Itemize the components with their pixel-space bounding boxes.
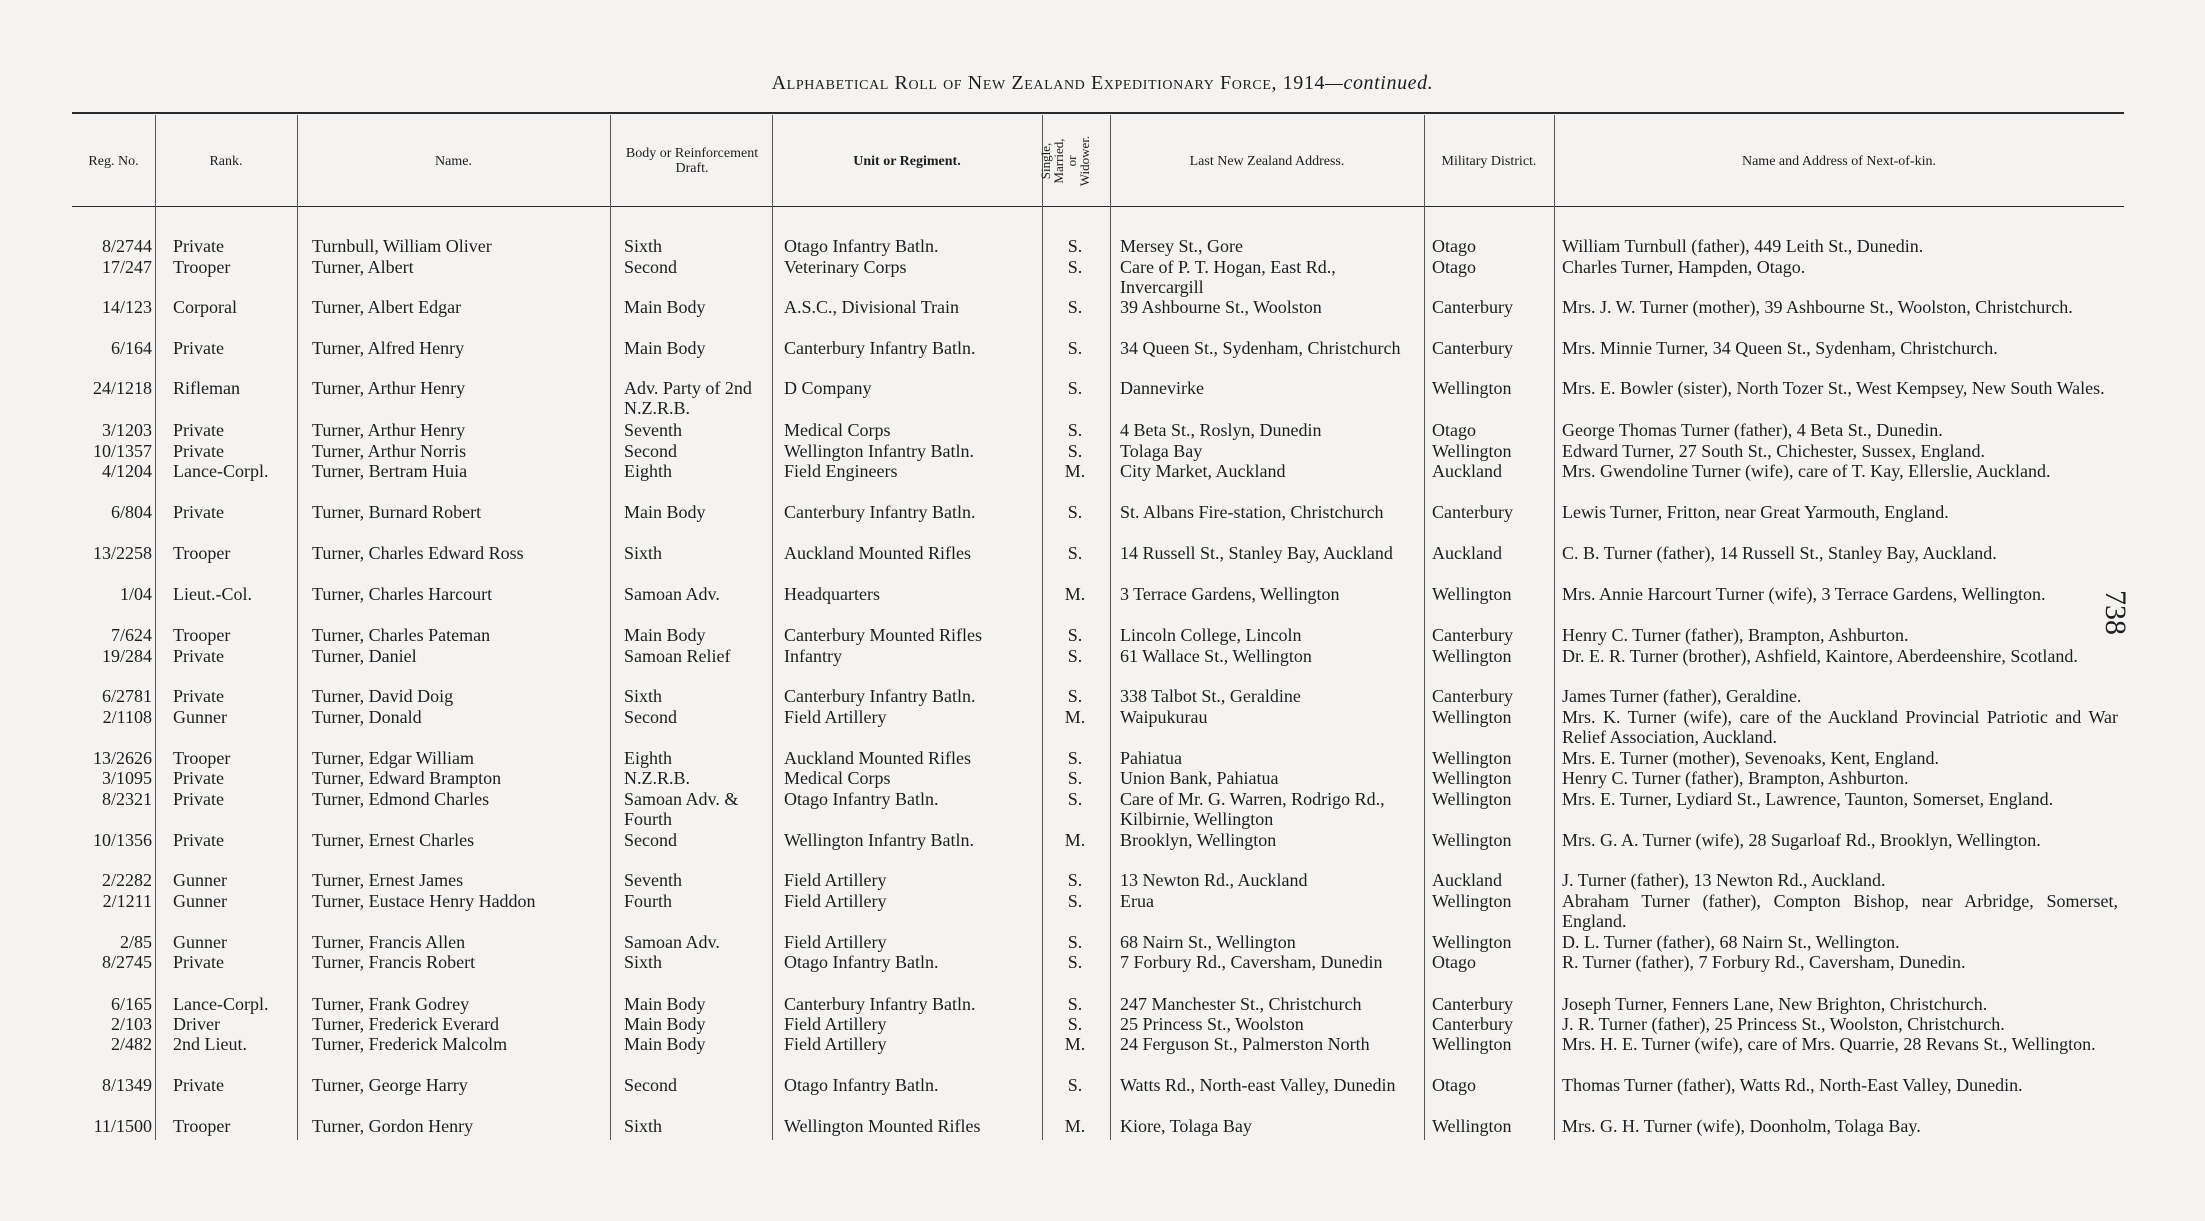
cell-name: Turner, Edward Brampton xyxy=(312,768,502,788)
cell-status: S. xyxy=(1067,994,1083,1014)
cell-address: Brooklyn, Wellington xyxy=(1120,830,1277,850)
cell-name: Turner, Arthur Norris xyxy=(312,441,467,461)
cell-body: Samoan Adv. & Fourth xyxy=(624,789,739,829)
cell-unit: Otago Infantry Batln. xyxy=(784,789,939,809)
page-title xyxy=(0,72,2205,95)
cell-district: Otago xyxy=(1432,1075,1476,1095)
cell-address: Pahiatua xyxy=(1120,748,1182,768)
cell-status: S. xyxy=(1067,502,1083,522)
cell-status: S. xyxy=(1067,1014,1083,1034)
cell-kin: Thomas Turner (father), Watts Rd., North-East Valley, Dunedin. xyxy=(1562,1075,2023,1095)
cell-rank: Driver xyxy=(173,1014,220,1034)
cell-name: Turner, Arthur Henry xyxy=(312,378,466,398)
table-top-rule xyxy=(72,112,2124,114)
cell-district: Otago xyxy=(1432,420,1476,440)
cell-body: Second xyxy=(624,830,677,850)
page-number: 738 xyxy=(2099,590,2132,635)
cell-reg: 17/247 xyxy=(101,257,152,277)
column-divider xyxy=(1554,115,1555,1140)
cell-body: N.Z.R.B. xyxy=(624,768,691,788)
header-district: Military District. xyxy=(1441,153,1537,169)
cell-rank: Private xyxy=(173,441,224,461)
cell-district: Canterbury xyxy=(1432,338,1513,358)
cell-body: Seventh xyxy=(624,420,682,440)
cell-name: Turner, Edmond Charles xyxy=(312,789,490,809)
cell-address: Tolaga Bay xyxy=(1120,441,1203,461)
cell-rank: Private xyxy=(173,686,224,706)
cell-unit: Field Artillery xyxy=(784,891,887,911)
header-address: Last New Zealand Address. xyxy=(1189,153,1345,169)
cell-kin: Mrs. H. E. Turner (wife), care of Mrs. Quarrie, 28 Revans St., Wellington. xyxy=(1562,1034,2096,1054)
cell-reg: 8/2745 xyxy=(101,952,152,972)
cell-reg: 6/2781 xyxy=(101,686,152,706)
cell-rank: Trooper xyxy=(173,625,231,645)
cell-body: Second xyxy=(624,707,677,727)
cell-body: Sixth xyxy=(624,686,663,706)
cell-unit: D Company xyxy=(784,378,872,398)
header-rank: Rank. xyxy=(209,153,243,169)
cell-rank: Trooper xyxy=(173,543,231,563)
cell-address: Union Bank, Pahiatua xyxy=(1120,768,1279,788)
cell-address: Care of P. T. Hogan, East Rd., Invercargill xyxy=(1120,257,1336,297)
title-continued: —continued. xyxy=(1325,72,1434,94)
cell-district: Canterbury xyxy=(1432,1014,1513,1034)
cell-name: Turner, Burnard Robert xyxy=(312,502,482,522)
cell-rank: Lance-Corpl. xyxy=(173,461,269,481)
cell-body: Main Body xyxy=(624,297,706,317)
cell-address: 338 Talbot St., Geraldine xyxy=(1120,686,1301,706)
cell-name: Turnbull, William Oliver xyxy=(312,236,492,256)
cell-kin: Mrs. K. Turner (wife), care of the Auckland Provincial Patriotic and War Relief Association, Auckland. xyxy=(1562,707,2118,747)
cell-address: St. Albans Fire-station, Christchurch xyxy=(1120,502,1384,522)
cell-body: Samoan Adv. xyxy=(624,932,720,952)
cell-unit: Medical Corps xyxy=(784,768,891,788)
column-divider xyxy=(772,115,773,1140)
cell-district: Wellington xyxy=(1432,1116,1512,1136)
cell-unit: A.S.C., Divisional Train xyxy=(784,297,960,317)
cell-district: Wellington xyxy=(1432,932,1512,952)
cell-kin: J. R. Turner (father), 25 Princess St., Woolston, Christchurch. xyxy=(1562,1014,2005,1034)
cell-name: Turner, Francis Robert xyxy=(312,952,476,972)
header-status-label: Single, Married, or Widower. xyxy=(1038,135,1093,187)
cell-reg: 8/1349 xyxy=(101,1075,152,1095)
cell-address: 14 Russell St., Stanley Bay, Auckland xyxy=(1120,543,1393,563)
cell-reg: 3/1203 xyxy=(101,420,152,440)
cell-rank: Trooper xyxy=(173,1116,231,1136)
cell-address: 13 Newton Rd., Auckland xyxy=(1120,870,1308,890)
cell-unit: Wellington Mounted Rifles xyxy=(784,1116,981,1136)
cell-unit: Field Engineers xyxy=(784,461,898,481)
cell-body: Second xyxy=(624,257,677,277)
cell-address: City Market, Auckland xyxy=(1120,461,1286,481)
cell-rank: Private xyxy=(173,502,224,522)
cell-name: Turner, George Harry xyxy=(312,1075,468,1095)
cell-status: S. xyxy=(1067,543,1083,563)
cell-kin: George Thomas Turner (father), 4 Beta St., Dunedin. xyxy=(1562,420,1943,440)
cell-name: Turner, Ernest James xyxy=(312,870,464,890)
cell-address: 7 Forbury Rd., Caversham, Dunedin xyxy=(1120,952,1383,972)
cell-status: S. xyxy=(1067,932,1083,952)
cell-body: Sixth xyxy=(624,543,663,563)
cell-body: Second xyxy=(624,1075,677,1095)
cell-kin: Mrs. Gwendoline Turner (wife), care of T. Kay, Ellerslie, Auckland. xyxy=(1562,461,2051,481)
cell-reg: 2/1211 xyxy=(102,891,152,911)
header-reg-no: Reg. No. xyxy=(88,153,139,169)
cell-district: Wellington xyxy=(1432,707,1512,727)
cell-unit: Infantry xyxy=(784,646,842,666)
column-divider xyxy=(1110,115,1111,1140)
cell-body: Main Body xyxy=(624,502,706,522)
cell-address: 25 Princess St., Woolston xyxy=(1120,1014,1304,1034)
cell-address: 68 Nairn St., Wellington xyxy=(1120,932,1296,952)
cell-address: Waipukurau xyxy=(1120,707,1208,727)
cell-status: S. xyxy=(1067,420,1083,440)
title-main: Alphabetical Roll of New Zealand Expeditionary Force, 1914 xyxy=(771,72,1326,94)
cell-body: Main Body xyxy=(624,1034,706,1054)
header-name: Name. xyxy=(435,153,472,169)
cell-kin: Mrs. E. Bowler (sister), North Tozer St., West Kempsey, New South Wales. xyxy=(1562,378,2105,398)
cell-unit: Auckland Mounted Rifles xyxy=(784,543,971,563)
cell-kin: Charles Turner, Hampden, Otago. xyxy=(1562,257,1806,277)
cell-rank: Private xyxy=(173,768,224,788)
cell-body: Fourth xyxy=(624,891,673,911)
cell-reg: 3/1095 xyxy=(101,768,152,788)
cell-unit: Canterbury Infantry Batln. xyxy=(784,338,976,358)
cell-address: Kiore, Tolaga Bay xyxy=(1120,1116,1252,1136)
cell-district: Wellington xyxy=(1432,584,1512,604)
cell-unit: Field Artillery xyxy=(784,870,887,890)
cell-unit: Headquarters xyxy=(784,584,880,604)
cell-rank: Gunner xyxy=(173,707,227,727)
cell-name: Turner, Frank Godrey xyxy=(312,994,470,1014)
cell-rank: Private xyxy=(173,1075,224,1095)
cell-name: Turner, Eustace Henry Haddon xyxy=(312,891,536,911)
cell-reg: 8/2744 xyxy=(101,236,152,256)
cell-address: 247 Manchester St., Christchurch xyxy=(1120,994,1362,1014)
cell-reg: 6/164 xyxy=(110,338,152,358)
cell-district: Canterbury xyxy=(1432,297,1513,317)
cell-body: Main Body xyxy=(624,994,706,1014)
cell-reg: 2/482 xyxy=(110,1034,152,1054)
cell-status: S. xyxy=(1067,891,1083,911)
cell-district: Otago xyxy=(1432,257,1476,277)
cell-name: Turner, Charles Edward Ross xyxy=(312,543,524,563)
cell-name: Turner, Albert xyxy=(312,257,414,277)
cell-reg: 2/1108 xyxy=(102,707,152,727)
cell-unit: Canterbury Mounted Rifles xyxy=(784,625,982,645)
cell-rank: Gunner xyxy=(173,870,227,890)
cell-kin: Mrs. Annie Harcourt Turner (wife), 3 Terrace Gardens, Wellington. xyxy=(1562,584,2046,604)
cell-rank: Lieut.-Col. xyxy=(173,584,252,604)
cell-reg: 2/85 xyxy=(119,932,152,952)
cell-body: Main Body xyxy=(624,338,706,358)
cell-status: S. xyxy=(1067,952,1083,972)
cell-address: Care of Mr. G. Warren, Rodrigo Rd., Kilbirnie, Wellington xyxy=(1120,789,1385,829)
cell-reg: 4/1204 xyxy=(101,461,152,481)
cell-status: S. xyxy=(1067,768,1083,788)
cell-status: S. xyxy=(1067,1075,1083,1095)
cell-reg: 6/804 xyxy=(110,502,152,522)
cell-reg: 19/284 xyxy=(101,646,152,666)
cell-kin: Dr. E. R. Turner (brother), Ashfield, Kaintore, Aberdeenshire, Scotland. xyxy=(1562,646,2078,666)
cell-address: Lincoln College, Lincoln xyxy=(1120,625,1302,645)
cell-district: Auckland xyxy=(1432,543,1502,563)
cell-reg: 11/1500 xyxy=(93,1116,152,1136)
cell-name: Turner, Frederick Everard xyxy=(312,1014,500,1034)
cell-district: Wellington xyxy=(1432,789,1512,809)
cell-district: Wellington xyxy=(1432,748,1512,768)
cell-district: Wellington xyxy=(1432,1034,1512,1054)
cell-district: Canterbury xyxy=(1432,625,1513,645)
cell-rank: Rifleman xyxy=(173,378,240,398)
cell-unit: Veterinary Corps xyxy=(784,257,907,277)
cell-status: S. xyxy=(1067,378,1083,398)
cell-status: M. xyxy=(1064,1116,1086,1136)
cell-kin: Abraham Turner (father), Compton Bishop, near Arbridge, Somerset, England. xyxy=(1562,891,2118,931)
cell-body: Main Body xyxy=(624,625,706,645)
header-bottom-rule xyxy=(72,206,2124,207)
cell-unit: Field Artillery xyxy=(784,707,887,727)
cell-unit: Canterbury Infantry Batln. xyxy=(784,502,976,522)
cell-address: 61 Wallace St., Wellington xyxy=(1120,646,1312,666)
cell-kin: Mrs. E. Turner, Lydiard St., Lawrence, Taunton, Somerset, England. xyxy=(1562,789,2054,809)
cell-reg: 2/103 xyxy=(110,1014,152,1034)
cell-status: S. xyxy=(1067,257,1083,277)
cell-kin: Mrs. E. Turner (mother), Sevenoaks, Kent, England. xyxy=(1562,748,1939,768)
cell-name: Turner, Donald xyxy=(312,707,422,727)
cell-kin: Mrs. G. A. Turner (wife), 28 Sugarloaf Rd., Brooklyn, Wellington. xyxy=(1562,830,2041,850)
cell-body: Seventh xyxy=(624,870,682,890)
cell-kin: J. Turner (father), 13 Newton Rd., Auckland. xyxy=(1562,870,1886,890)
header-body: Body or Reinforcement Draft. xyxy=(625,146,759,176)
cell-reg: 1/04 xyxy=(119,584,152,604)
cell-kin: Henry C. Turner (father), Brampton, Ashburton. xyxy=(1562,625,1909,645)
cell-unit: Field Artillery xyxy=(784,932,887,952)
cell-status: S. xyxy=(1067,338,1083,358)
cell-status: S. xyxy=(1067,646,1083,666)
cell-body: Samoan Relief xyxy=(624,646,731,666)
cell-address: 24 Ferguson St., Palmerston North xyxy=(1120,1034,1370,1054)
cell-rank: Lance-Corpl. xyxy=(173,994,269,1014)
cell-name: Turner, Francis Allen xyxy=(312,932,466,952)
cell-unit: Medical Corps xyxy=(784,420,891,440)
cell-kin: William Turnbull (father), 449 Leith St., Dunedin. xyxy=(1562,236,1924,256)
cell-body: Sixth xyxy=(624,1116,663,1136)
cell-unit: Otago Infantry Batln. xyxy=(784,1075,939,1095)
cell-status: S. xyxy=(1067,625,1083,645)
cell-status: S. xyxy=(1067,441,1083,461)
cell-reg: 14/123 xyxy=(101,297,152,317)
cell-district: Canterbury xyxy=(1432,502,1513,522)
cell-district: Wellington xyxy=(1432,768,1512,788)
cell-reg: 24/1218 xyxy=(92,378,152,398)
cell-rank: Private xyxy=(173,952,224,972)
cell-address: 34 Queen St., Sydenham, Christchurch xyxy=(1120,338,1401,358)
cell-district: Wellington xyxy=(1432,646,1512,666)
cell-unit: Otago Infantry Batln. xyxy=(784,952,939,972)
cell-status: M. xyxy=(1064,707,1086,727)
cell-kin: Mrs. G. H. Turner (wife), Doonholm, Tolaga Bay. xyxy=(1562,1116,1921,1136)
cell-name: Turner, Edgar William xyxy=(312,748,475,768)
column-divider xyxy=(297,115,298,1140)
cell-reg: 10/1356 xyxy=(92,830,152,850)
cell-body: Sixth xyxy=(624,236,663,256)
cell-status: S. xyxy=(1067,236,1083,256)
cell-unit: Canterbury Infantry Batln. xyxy=(784,686,976,706)
cell-body: Samoan Adv. xyxy=(624,584,720,604)
cell-unit: Field Artillery xyxy=(784,1014,887,1034)
cell-status: M. xyxy=(1064,830,1086,850)
cell-reg: 2/2282 xyxy=(101,870,152,890)
cell-status: S. xyxy=(1067,748,1083,768)
cell-rank: Private xyxy=(173,338,224,358)
cell-reg: 6/165 xyxy=(110,994,152,1014)
column-divider xyxy=(610,115,611,1140)
cell-body: Main Body xyxy=(624,1014,706,1034)
cell-kin: R. Turner (father), 7 Forbury Rd., Caversham, Dunedin. xyxy=(1562,952,1966,972)
header-kin: Name and Address of Next-of-kin. xyxy=(1741,153,1936,169)
cell-rank: Private xyxy=(173,236,224,256)
cell-unit: Wellington Infantry Batln. xyxy=(784,830,975,850)
cell-address: 4 Beta St., Roslyn, Dunedin xyxy=(1120,420,1322,440)
cell-kin: Lewis Turner, Fritton, near Great Yarmouth, England. xyxy=(1562,502,1949,522)
cell-rank: Private xyxy=(173,789,224,809)
cell-rank: Trooper xyxy=(173,257,231,277)
cell-name: Turner, David Doig xyxy=(312,686,454,706)
cell-unit: Canterbury Infantry Batln. xyxy=(784,994,976,1014)
cell-kin: Edward Turner, 27 South St., Chichester, Sussex, England. xyxy=(1562,441,1986,461)
cell-unit: Field Artillery xyxy=(784,1034,887,1054)
cell-kin: C. B. Turner (father), 14 Russell St., Stanley Bay, Auckland. xyxy=(1562,543,1997,563)
cell-unit: Otago Infantry Batln. xyxy=(784,236,939,256)
cell-district: Auckland xyxy=(1432,461,1502,481)
cell-reg: 13/2258 xyxy=(92,543,152,563)
cell-district: Wellington xyxy=(1432,378,1512,398)
cell-status: S. xyxy=(1067,686,1083,706)
cell-district: Wellington xyxy=(1432,891,1512,911)
cell-name: Turner, Frederick Malcolm xyxy=(312,1034,508,1054)
cell-district: Canterbury xyxy=(1432,686,1513,706)
cell-body: Second xyxy=(624,441,677,461)
cell-kin: Henry C. Turner (father), Brampton, Ashburton. xyxy=(1562,768,1909,788)
cell-kin: Mrs. Minnie Turner, 34 Queen St., Sydenham, Christchurch. xyxy=(1562,338,1998,358)
cell-reg: 7/624 xyxy=(110,625,152,645)
cell-kin: Mrs. J. W. Turner (mother), 39 Ashbourne St., Woolston, Christchurch. xyxy=(1562,297,2073,317)
cell-status: M. xyxy=(1064,1034,1086,1054)
cell-body: Adv. Party of 2nd N.Z.R.B. xyxy=(624,378,752,418)
cell-name: Turner, Daniel xyxy=(312,646,417,666)
cell-rank: Private xyxy=(173,830,224,850)
header-status xyxy=(1038,118,1093,204)
cell-status: S. xyxy=(1067,297,1083,317)
cell-status: S. xyxy=(1067,870,1083,890)
cell-name: Turner, Charles Harcourt xyxy=(312,584,493,604)
column-divider xyxy=(1424,115,1425,1140)
cell-address: Dannevirke xyxy=(1120,378,1204,398)
cell-name: Turner, Charles Pateman xyxy=(312,625,491,645)
cell-name: Turner, Bertram Huia xyxy=(312,461,468,481)
cell-rank: Gunner xyxy=(173,891,227,911)
cell-reg: 13/2626 xyxy=(92,748,152,768)
cell-name: Turner, Gordon Henry xyxy=(312,1116,474,1136)
cell-kin: James Turner (father), Geraldine. xyxy=(1562,686,1802,706)
cell-unit: Wellington Infantry Batln. xyxy=(784,441,975,461)
cell-body: Eighth xyxy=(624,461,672,481)
cell-kin: Joseph Turner, Fenners Lane, New Brighton, Christchurch. xyxy=(1562,994,1988,1014)
column-divider xyxy=(1042,115,1043,1140)
cell-status: M. xyxy=(1064,584,1086,604)
cell-name: Turner, Arthur Henry xyxy=(312,420,466,440)
cell-body: Eighth xyxy=(624,748,672,768)
cell-district: Canterbury xyxy=(1432,994,1513,1014)
cell-address: 39 Ashbourne St., Woolston xyxy=(1120,297,1322,317)
cell-reg: 10/1357 xyxy=(92,441,152,461)
cell-rank: Gunner xyxy=(173,932,227,952)
cell-unit: Auckland Mounted Rifles xyxy=(784,748,971,768)
cell-address: Erua xyxy=(1120,891,1154,911)
cell-address: Watts Rd., North-east Valley, Dunedin xyxy=(1120,1075,1396,1095)
cell-address: Mersey St., Gore xyxy=(1120,236,1243,256)
column-divider xyxy=(155,115,156,1140)
cell-district: Auckland xyxy=(1432,870,1502,890)
cell-rank: Private xyxy=(173,646,224,666)
cell-name: Turner, Ernest Charles xyxy=(312,830,475,850)
cell-address: 3 Terrace Gardens, Wellington xyxy=(1120,584,1340,604)
cell-rank: Trooper xyxy=(173,748,231,768)
cell-district: Otago xyxy=(1432,236,1476,256)
cell-district: Wellington xyxy=(1432,830,1512,850)
cell-status: S. xyxy=(1067,789,1083,809)
cell-district: Wellington xyxy=(1432,441,1512,461)
header-unit: Unit or Regiment. xyxy=(853,153,961,169)
cell-name: Turner, Albert Edgar xyxy=(312,297,462,317)
cell-body: Sixth xyxy=(624,952,663,972)
cell-rank: Private xyxy=(173,420,224,440)
cell-kin: D. L. Turner (father), 68 Nairn St., Wellington. xyxy=(1562,932,1900,952)
cell-district: Otago xyxy=(1432,952,1476,972)
cell-reg: 8/2321 xyxy=(101,789,152,809)
cell-status: M. xyxy=(1064,461,1086,481)
cell-rank: Corporal xyxy=(173,297,237,317)
cell-name: Turner, Alfred Henry xyxy=(312,338,465,358)
cell-rank: 2nd Lieut. xyxy=(173,1034,247,1054)
